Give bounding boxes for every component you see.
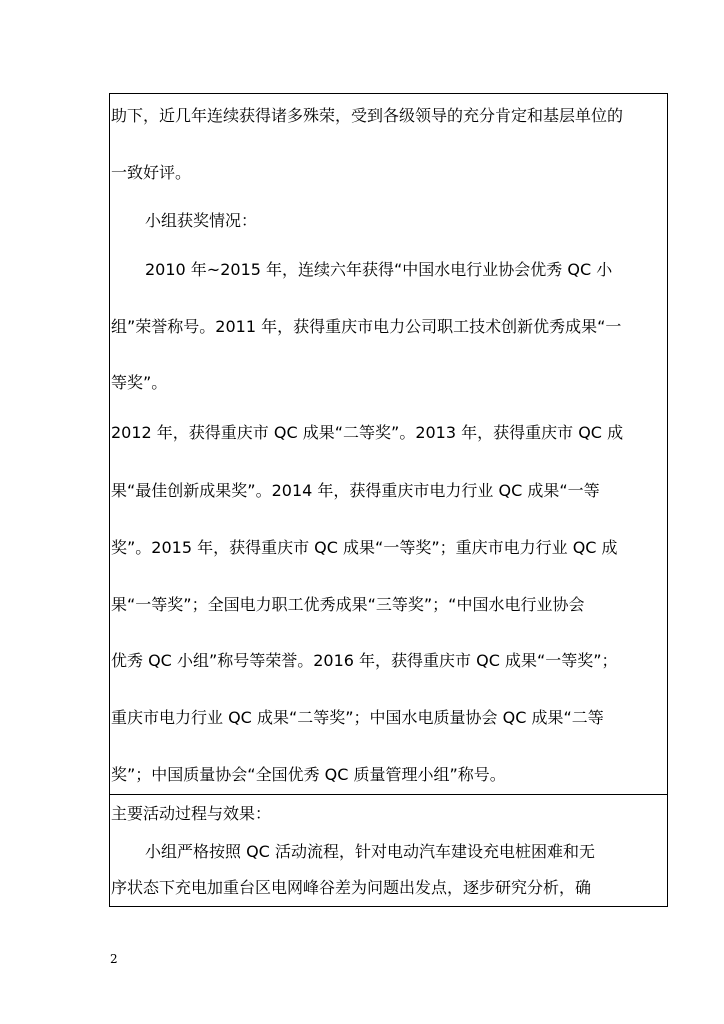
awards-heading: 小组获奖情况： [145,211,258,230]
text-line: 等奖”。 [111,373,168,392]
text-line: 奖”；中国质量协会“全国优秀 QC 质量管理小组”称号。 [111,765,506,784]
text-line: 序状态下充电加重台区电网峰谷差为问题出发点，逐步研究分析，确 [111,878,592,897]
text-line: 组”荣誉称号。2011 年，获得重庆市电力公司职工技术创新优秀成果“一 [111,317,622,336]
text-line: 助下，近几年连续获得诸多殊荣，受到各级领导的充分肯定和基层单位的 [111,106,624,125]
text-line: 2010 年~2015 年，连续六年获得“中国水电行业协会优秀 QC 小 [145,260,613,279]
text-line: 重庆市电力行业 QC 成果“二等奖”；中国水电质量协会 QC 成果“二等 [111,708,604,727]
page-number: 2 [110,952,118,966]
text-line: 小组严格按照 QC 活动流程，针对电动汽车建设充电桩困难和无 [145,842,595,861]
text-line: 一致好评。 [111,163,192,182]
text-line: 2012 年，获得重庆市 QC 成果“二等奖”。2013 年，获得重庆市 QC 成 [111,423,624,442]
text-line: 奖”。2015 年，获得重庆市 QC 成果“一等奖”；重庆市电力行业 QC 成 [111,538,618,557]
section-divider [109,794,668,795]
activities-heading: 主要活动过程与效果： [111,804,272,823]
text-line: 优秀 QC 小组”称号等荣誉。2016 年，获得重庆市 QC 成果“一等奖”； [111,651,618,670]
text-line: 果“最佳创新成果奖”。2014 年，获得重庆市电力行业 QC 成果“一等 [111,481,600,500]
text-line: 果“一等奖”；全国电力职工优秀成果“三等奖”；“中国水电行业协会 [111,595,585,614]
